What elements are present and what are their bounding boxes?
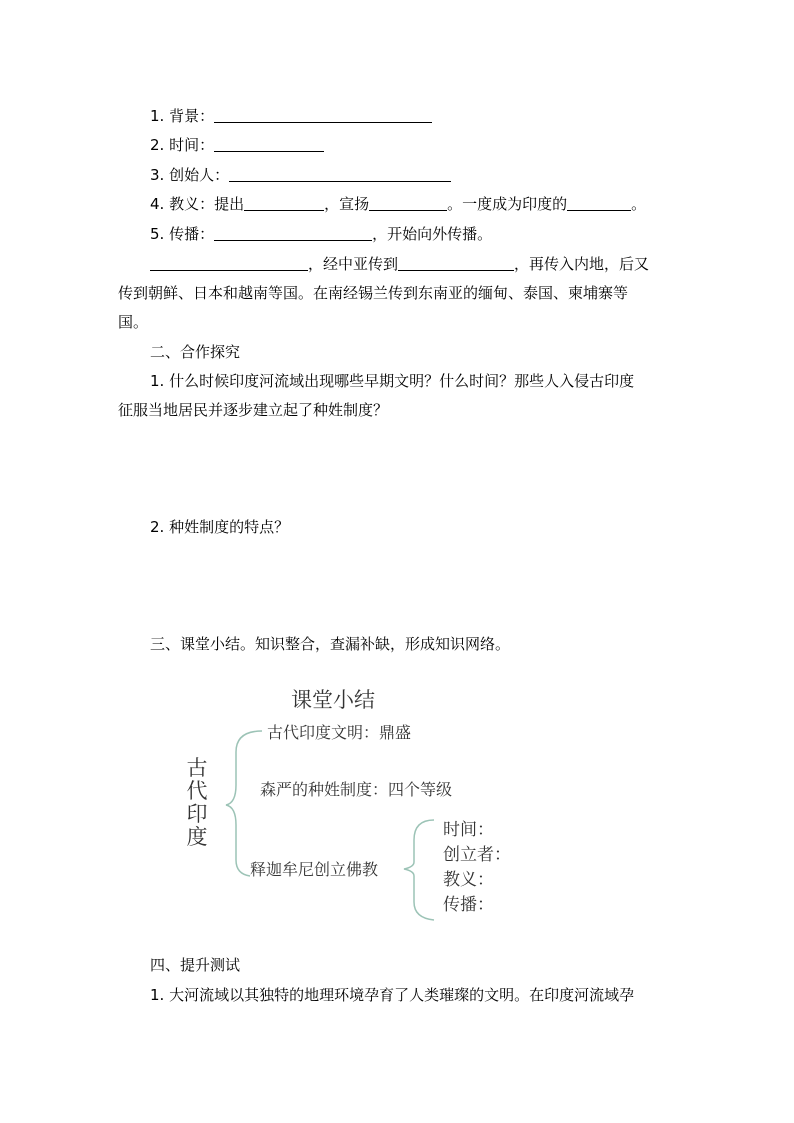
section4-heading: 四、提升测试 xyxy=(150,956,241,974)
item-background: 1. 背景： xyxy=(150,106,432,126)
branch-buddhism: 释迦牟尼创立佛教 xyxy=(250,860,379,879)
section3-heading: 三、课堂小结。知识整合，查漏补缺，形成知识网络。 xyxy=(150,635,511,653)
question-2: 2. 种姓制度的特点？ xyxy=(150,518,290,536)
spread-line-1: ，经中亚传到 ，再传入内地，后又 xyxy=(150,254,649,274)
question-1-line-1: 1. 什么时候印度河流域出现哪些早期文明？什么时间？那些人入侵古印度 xyxy=(150,372,635,390)
question-1-line-2: 征服当地居民并逐步建立起了种姓制度？ xyxy=(118,401,389,419)
sub-founder: 创立者： xyxy=(443,845,511,865)
sub-bracket xyxy=(404,820,434,920)
sub-time: 时间： xyxy=(443,820,494,840)
spread-line-2: 传到朝鲜、日本和越南等国。在南经锡兰传到东南亚的缅甸、泰国、柬埔寨等 xyxy=(118,284,629,302)
test-question-1: 1. 大河流域以其独特的地理环境孕育了人类璀璨的文明。在印度河流域孕 xyxy=(150,986,635,1004)
spread-line-3: 国。 xyxy=(118,313,149,331)
branch-caste: 森严的种姓制度：四个等级 xyxy=(260,780,453,799)
item-spread: 5. 传播： ，开始向外传播。 xyxy=(150,225,493,243)
sub-spread: 传播： xyxy=(443,895,494,915)
section2-heading: 二、合作探究 xyxy=(150,343,241,361)
item-founder: 3. 创始人： xyxy=(150,165,451,185)
item-time: 2. 时间： xyxy=(150,135,324,155)
item-doctrine: 4. 教义：提出 ，宣扬 。一度成为印度的 。 xyxy=(150,195,647,213)
sub-doctrine: 教义： xyxy=(443,870,494,890)
branch-civilization: 古代印度文明：鼎盛 xyxy=(267,723,412,742)
diagram-root: 古代印度 xyxy=(186,756,208,849)
main-bracket xyxy=(226,731,262,876)
diagram-title: 课堂小结 xyxy=(291,688,375,712)
